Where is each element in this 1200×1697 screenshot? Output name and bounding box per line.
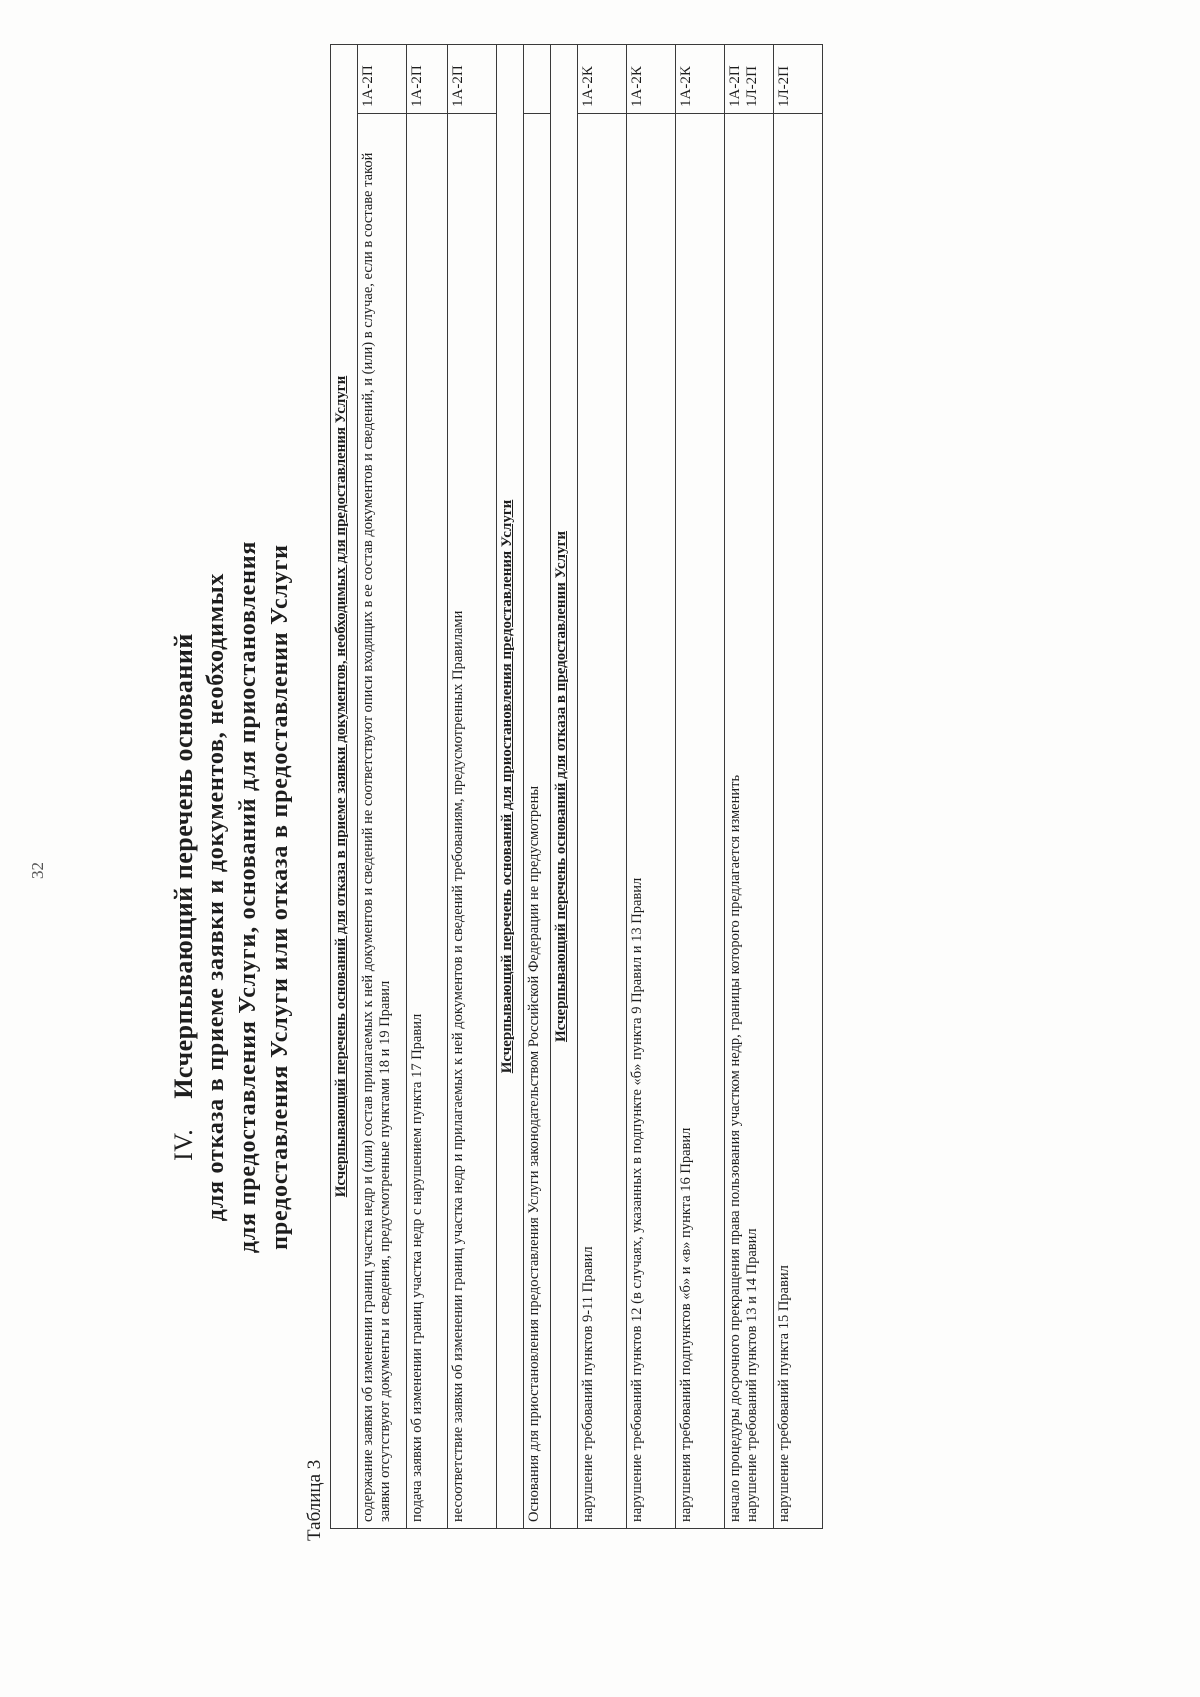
table-cell-text: нарушение требований пункта 15 Правил	[774, 114, 823, 1529]
grounds-table	[330, 44, 823, 1529]
table-caption: Таблица 3	[304, 1459, 325, 1541]
table-cell-code-line: 1А-2П	[727, 65, 743, 107]
table-cell-text: нарушение требований пунктов 12 (в случаях, указанных в подпункте «б» пункта 9 Правил и 13 Правил	[627, 114, 676, 1529]
section-header-refusal-acceptance: Исчерпывающий перечень оснований для отказа в приеме заявки документов, необходимых для предоставления Услуги	[331, 45, 358, 1529]
table-row	[407, 45, 448, 1529]
table-row	[524, 45, 551, 1529]
table-cell-code: 1А-2К	[578, 45, 627, 114]
table-row	[358, 45, 407, 1529]
heading-title: Исчерпывающий перечень оснований	[169, 633, 198, 1099]
table-cell-code: 1Л-2П	[774, 45, 823, 114]
table-cell-text: нарушение требований пунктов 9-11 Правил	[578, 114, 627, 1529]
table-cell-text: подача заявки об изменении границ участка недр с нарушением пункта 17 Правил	[407, 114, 448, 1529]
table-cell-text	[725, 114, 774, 1529]
table-cell-code-line: 1Л-2П	[744, 65, 760, 107]
section-heading	[168, 277, 296, 1517]
heading-line-1	[168, 277, 200, 1517]
heading-line-2: для отказа в приеме заявки и документов, необходимых	[203, 572, 229, 1222]
table-cell-code	[524, 45, 551, 114]
page-number: 32	[28, 862, 47, 879]
section-header-suspension: Исчерпывающий перечень оснований для приостановления предоставления Услуги	[497, 45, 524, 1529]
table-cell-code	[725, 45, 774, 114]
heading-line-4: предоставления Услуги или отказа в предоставлении Услуги	[267, 544, 293, 1250]
table-row	[578, 45, 627, 1529]
table-cell-code: 1А-2К	[627, 45, 676, 114]
table-cell-code: 1А-2П	[358, 45, 407, 114]
heading-roman-numeral: IV.	[169, 1128, 198, 1161]
table-row	[448, 45, 497, 1529]
table-row	[725, 45, 774, 1529]
section-header-refusal-provision: Исчерпывающий перечень оснований для отказа в предоставлении Услуги	[551, 45, 578, 1529]
table-cell-text: Основания для приостановления предоставления Услуги законодательством Российской Федерации не предусмотрены	[524, 114, 551, 1529]
table-cell-text-line: начало процедуры досрочного прекращения права пользования участком недр, границы которого предлагается изменить	[727, 774, 743, 1522]
table-cell-text: несоответствие заявки об изменении границ участка недр и прилагаемых к ней документов и сведений требованиям, предусмотренных Правилами	[448, 114, 497, 1529]
table-section-row	[331, 45, 358, 1529]
table-row	[627, 45, 676, 1529]
table-cell-code: 1А-2П	[448, 45, 497, 114]
table-row	[774, 45, 823, 1529]
table-cell-code: 1А-2П	[407, 45, 448, 114]
table-row	[676, 45, 725, 1529]
table-cell-text: нарушения требований подпунктов «б» и «в» пункта 16 Правил	[676, 114, 725, 1529]
heading-line-3: для предоставления Услуги, оснований для приостановления	[235, 540, 261, 1254]
table-cell-code: 1А-2К	[676, 45, 725, 114]
table-cell-text-line: нарушение требований пунктов 13 и 14 Правил	[744, 1228, 760, 1522]
table-cell-text: содержание заявки об изменении границ участка недр и (или) состав прилагаемых к ней документов и сведений не соответствуют описи входящих в ее состав документов и сведений, и (или) в случае, если в составе такой заявки отсутствуют документы и сведения, предусмотренные пунктами 18 и 19 Правил	[358, 114, 407, 1529]
table-section-row	[551, 45, 578, 1529]
table-section-row	[497, 45, 524, 1529]
